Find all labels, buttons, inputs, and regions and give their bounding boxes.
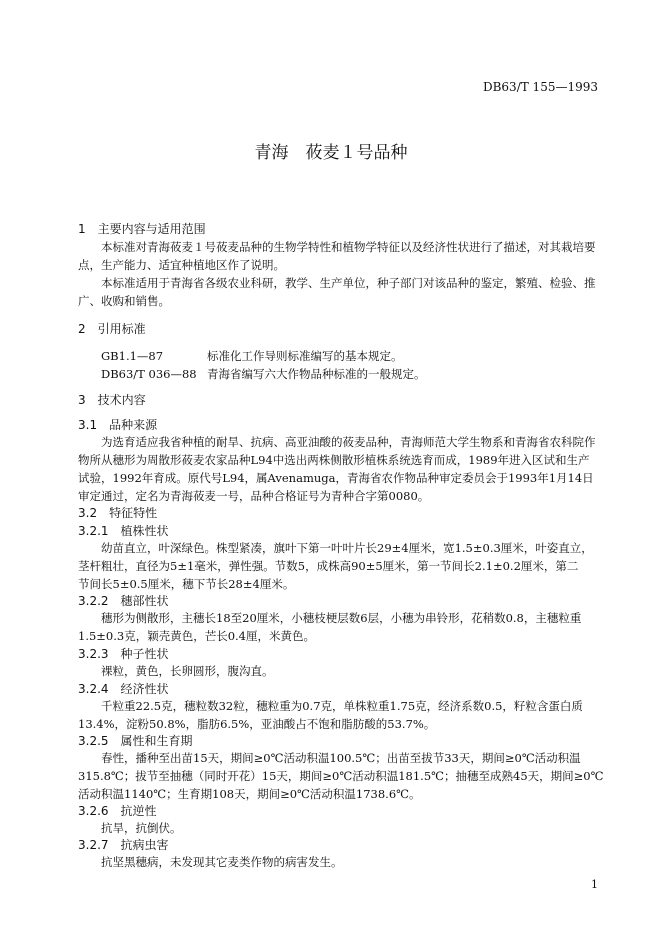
page-number: 1 [591,878,598,891]
paragraph-line: 本标准对青海莜麦１号莜麦品种的生物学特性和植物学特征以及经济性状进行了描述，对其栽培要 [101,240,596,254]
document-title: 青海 莜麦１号品种 [254,143,408,163]
paragraph-line: 物所从穗形为周散形莜麦农家品种L94中选出两株侧散形植株系统选育而成，1989年进入区试和生产 [78,453,590,467]
paragraph-line: 裸粒，黄色，长卵圆形，腹沟直。 [101,664,274,678]
reference-code: GB1.1—87 [101,349,164,363]
section-3-2-6-heading: 3.2.6 抗逆性 [78,804,157,818]
reference-description: 标准化工作导则标准编写的基本规定。 [207,349,403,363]
section-3-2-4-heading: 3.2.4 经济性状 [78,682,169,696]
paragraph-line: 点，生产能力、适宜种植地区作了说明。 [78,258,285,272]
paragraph-line: 节间长5±0.5厘米，穗下节长28±4厘米。 [78,577,295,591]
reference-code: DB63/T 036—88 [101,367,197,381]
paragraph-line: 315.8℃；拔节至抽穗（同时开花）15天，期间≥0℃活动积温181.5℃；抽穗至成熟45天，期间≥0℃ [78,769,604,783]
section-3-2-1-heading: 3.2.1 植株性状 [78,524,169,538]
paragraph-line: 1.5±0.3克，颖壳黄色，芒长0.4厘，米黄色。 [78,629,316,643]
section-3-2-3-heading: 3.2.3 种子性状 [78,647,169,661]
paragraph-line: 广、收购和销售。 [78,294,170,308]
section-3-1-heading: 3.1 品种来源 [78,418,158,432]
paragraph-line: 抗旱，抗倒伏。 [101,821,182,835]
paragraph-line: 抗坚黑穗病，未发现其它麦类作物的病害发生。 [101,855,343,869]
paragraph-line: 本标准适用于青海省各级农业科研，教学、生产单位，种子部门对该品种的鉴定，繁殖、检验、推 [101,276,596,290]
reference-description: 青海省编写六大作物品种标准的一般规定。 [207,367,426,381]
paragraph-line: 为选育适应我省种植的耐旱、抗病、高亚油酸的莜麦品种，青海师范大学生物系和青海省农科院作 [101,435,596,449]
paragraph-line: 千粒重22.5克，穗粒数32粒，穗粒重为0.7克，单株粒重1.75克，经济系数0.5，籽粒含蛋白质 [101,699,583,713]
section-3-2-7-heading: 3.2.7 抗病虫害 [78,838,169,852]
paragraph-line: 幼苗直立，叶深绿色。株型紧凑，旗叶下第一叶叶片长29±4厘米，宽1.5±0.3厘米，叶姿直立， [101,541,593,555]
section-1-heading: 1 主要内容与适用范围 [78,222,206,236]
paragraph-line: 活动积温1140℃；生育期108天，期间≥0℃活动积温1738.6℃。 [78,787,421,801]
paragraph-line: 审定通过，定名为青海莜麦一号，品种合格证号为青种合字第0080。 [78,489,430,503]
paragraph-line: 茎杆粗壮，直径为5±1毫米，弹性强。节数5，成株高90±5厘米，第一节间长2.1±0.2厘米，第二 [78,559,579,573]
section-3-2-2-heading: 3.2.2 穗部性状 [78,594,169,608]
paragraph-line: 13.4%，淀粉50.8%，脂肪6.5%，亚油酸占不饱和脂肪酸的53.7%。 [78,717,436,731]
paragraph-line: 试验，1992年育成。原代号L94，属Avenamuga，青海省农作物品种审定委员会于1993年1月14日 [78,471,594,485]
section-3-2-5-heading: 3.2.5 属性和生育期 [78,734,193,748]
paragraph-line: 穗形为侧散形，主穗长18至20厘米，小穗枝梗层数6层，小穗为串铃形，花稍数0.8，主穗粒重 [101,611,582,625]
section-3-heading: 3 技术内容 [78,393,146,407]
section-3-2-heading: 3.2 特征特性 [78,506,158,520]
paragraph-line: 春性，播种至出苗15天，期间≥0℃活动积温100.5℃；出苗至拔节33天，期间≥0℃活动积温 [101,751,581,765]
section-2-heading: 2 引用标准 [78,322,146,336]
standard-code: DB63/T 155—1993 [482,80,598,94]
